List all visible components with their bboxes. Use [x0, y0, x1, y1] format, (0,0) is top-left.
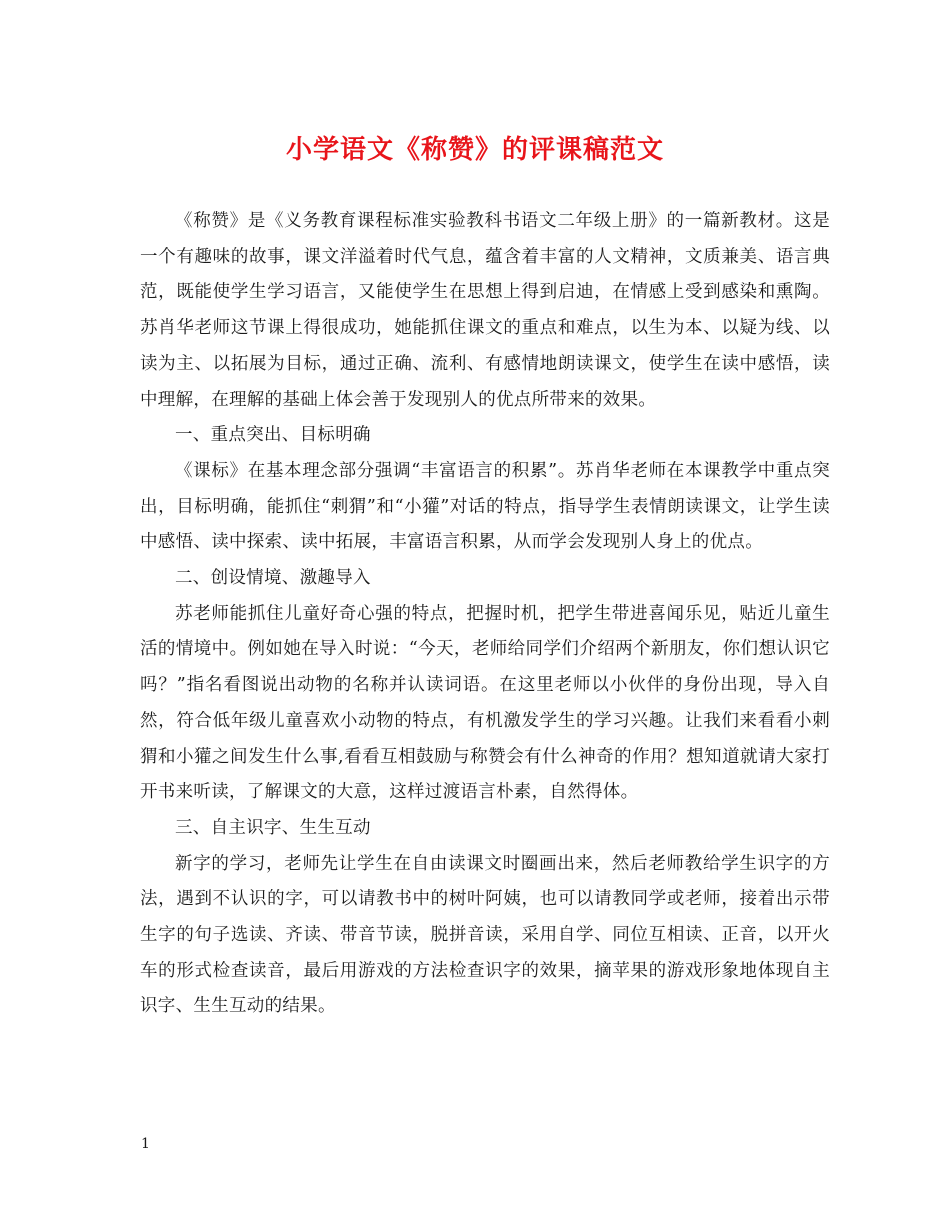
document-body	[140, 204, 830, 1025]
paragraph-section-1: 《课标》在基本理念部分强调“丰富语言的积累”。苏肖华老师在本课教学中重点突出，目标明确，能抓住“刺猬”和“小獾”对话的特点，指导学生表情朗读课文，让学生读中感悟、读中探索、读中拓展，丰富语言积累，从而学会发现别人身上的优点。	[140, 460, 830, 553]
paragraph-section-2: 苏老师能抓住儿童好奇心强的特点，把握时机，把学生带进喜闻乐见，贴近儿童生活的情境中。例如她在导入时说：“今天，老师给同学们介绍两个新朋友，你们想认识它吗？”指名看图说出动物的名称并认读词语。在这里老师以小伙伴的身份出现，导入自然，符合低年级儿童喜欢小动物的特点，有机激发学生的学习兴趣。让我们来看看小刺猬和小獾之间发生什么事,看看互相鼓励与称赞会有什么神奇的作用？想知道就请大家打开书来听读，了解课文的大意，这样过渡语言朴素，自然得体。	[140, 603, 830, 803]
document-title: 小学语文《称赞》的评课稿范文	[285, 135, 664, 165]
page-number: 1	[141, 1136, 150, 1152]
paragraph-intro: 《称赞》是《义务教育课程标准实验教科书语文二年级上册》的一篇新教材。这是一个有趣味的故事，课文洋溢着时代气息，蕴含着丰富的人文精神，文质兼美、语言典范，既能使学生学习语言，又能使学生在思想上得到启迪，在情感上受到感染和熏陶。苏肖华老师这节课上得很成功，她能抓住课文的重点和难点，以生为本、以疑为线、以读为主、以拓展为目标，通过正确、流利、有感情地朗读课文，使学生在读中感悟，读中理解，在理解的基础上体会善于发现别人的优点所带来的效果。	[140, 211, 830, 410]
section-heading-1: 一、重点突出、目标明确	[175, 425, 371, 446]
section-heading-2: 二、创设情境、激趣导入	[175, 568, 371, 589]
section-heading-3: 三、自主识字、生生互动	[175, 817, 371, 838]
paragraph-section-3: 新字的学习，老师先让学生在自由读课文时圈画出来，然后老师教给学生识字的方法，遇到不认识的字，可以请教书中的树叶阿姨，也可以请教同学或老师，接着出示带生字的句子选读、齐读、带音节读，脱拼音读，采用自学、同位互相读、正音，以开火车的形式检查读音，最后用游戏的方法检查识字的效果，摘苹果的游戏形象地体现自主识字、生生互动的结果。	[140, 853, 830, 1017]
